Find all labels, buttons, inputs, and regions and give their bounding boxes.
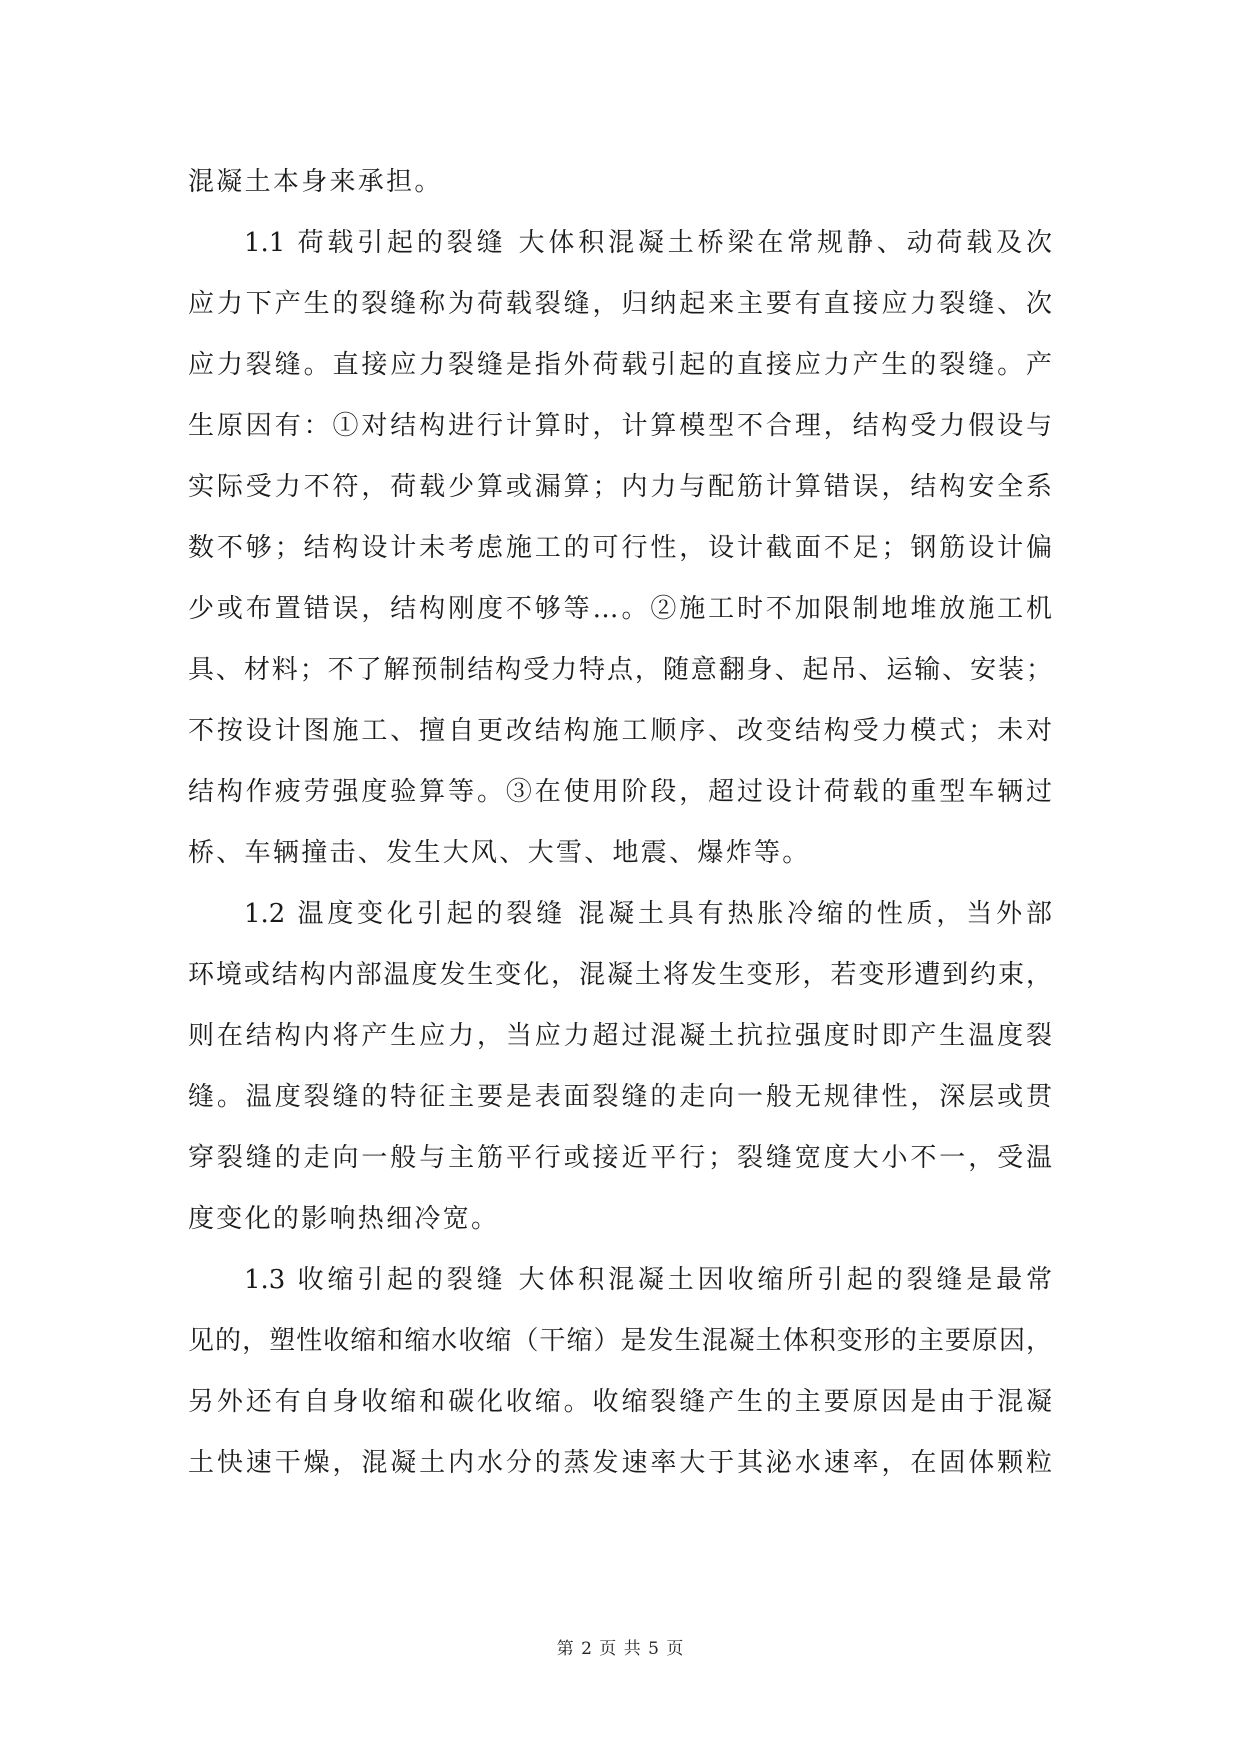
text-line: 缝。温度裂缝的特征主要是表面裂缝的走向一般无规律性，深层或贯: [188, 1082, 1052, 1112]
text-line: 少或布置错误，结构刚度不够等…。②施工时不加限制地堆放施工机: [188, 594, 1052, 624]
text-line: 桥、车辆撞击、发生大风、大雪、地震、爆炸等。: [188, 838, 811, 868]
text-line: 则在结构内将产生应力，当应力超过混凝土抗拉强度时即产生温度裂: [188, 1021, 1052, 1051]
text-line: 1.1 荷载引起的裂缝 大体积混凝土桥梁在常规静、动荷载及次: [244, 228, 1052, 258]
text-line: 穿裂缝的走向一般与主筋平行或接近平行；裂缝宽度大小不一，受温: [188, 1143, 1052, 1173]
text-line: 混凝土本身来承担。: [188, 167, 443, 197]
text-line: 实际受力不符，荷载少算或漏算；内力与配筋计算错误，结构安全系: [188, 472, 1052, 502]
text-line: 生原因有：①对结构进行计算时，计算模型不合理，结构受力假设与: [188, 411, 1052, 441]
text-line: 不按设计图施工、擅自更改结构施工顺序、改变结构受力模式；未对: [188, 716, 1052, 746]
text-line: 1.3 收缩引起的裂缝 大体积混凝土因收缩所引起的裂缝是最常: [244, 1265, 1052, 1295]
document-body: [188, 152, 1052, 1494]
text-line: 1.2 温度变化引起的裂缝 混凝土具有热胀冷缩的性质，当外部: [244, 899, 1052, 929]
page-footer: 第 2 页 共 5 页: [556, 1639, 685, 1659]
text-line: 土快速干燥，混凝土内水分的蒸发速率大于其泌水速率，在固体颗粒: [188, 1448, 1052, 1478]
text-line: 应力下产生的裂缝称为荷载裂缝，归纳起来主要有直接应力裂缝、次: [188, 289, 1052, 319]
text-line: 度变化的影响热细冷宽。: [188, 1204, 500, 1234]
text-line: 具、材料；不了解预制结构受力特点，随意翻身、起吊、运输、安装；: [188, 655, 1052, 685]
text-line: 环境或结构内部温度发生变化，混凝土将发生变形，若变形遭到约束，: [188, 960, 1052, 990]
text-line: 应力裂缝。直接应力裂缝是指外荷载引起的直接应力产生的裂缝。产: [188, 350, 1052, 380]
text-line: 另外还有自身收缩和碳化收缩。收缩裂缝产生的主要原因是由于混凝: [188, 1387, 1052, 1417]
text-line: 数不够；结构设计未考虑施工的可行性，设计截面不足；钢筋设计偏: [188, 533, 1052, 563]
text-line: 结构作疲劳强度验算等。③在使用阶段，超过设计荷载的重型车辆过: [188, 777, 1052, 807]
text-line: 见的，塑性收缩和缩水收缩（干缩）是发生混凝土体积变形的主要原因，: [188, 1326, 1052, 1356]
